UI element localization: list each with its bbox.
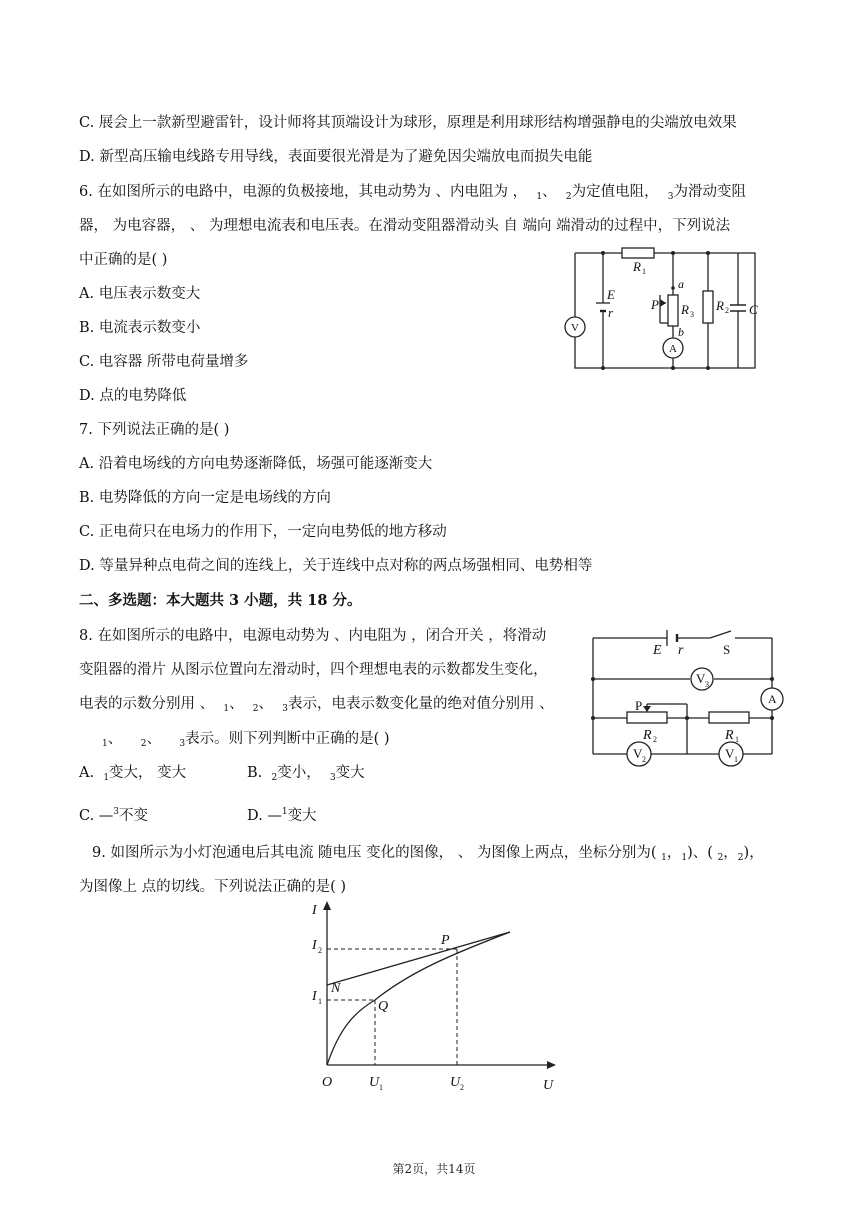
svg-text:R: R	[725, 728, 734, 743]
svg-text:a: a	[678, 277, 684, 291]
svg-text:P: P	[441, 933, 450, 948]
q6-circuit-diagram	[560, 243, 770, 378]
svg-text:3: 3	[705, 680, 709, 689]
svg-text:E: E	[653, 643, 662, 658]
svg-text:P: P	[635, 698, 643, 713]
svg-text:R: R	[681, 302, 689, 317]
svg-text:R: R	[633, 259, 641, 274]
q6-stem-line3: 中正确的是( )	[79, 252, 168, 268]
svg-text:1: 1	[379, 1083, 383, 1092]
q9-stem-line1: 9. 如图所示为小灯泡通电后其电流 随电压 变化的图像， 、 为图像上两点，坐标分别为( $_1$，$_1$)、( $_2$，$_2$)，	[92, 845, 764, 863]
svg-text:C: C	[749, 302, 758, 317]
resistor-r1	[709, 712, 749, 723]
q6-option-b: B. 电流表示数变小	[79, 320, 201, 336]
page-number-footer: 第2页，共14页	[392, 1162, 476, 1176]
q8-stem-line1: 8. 在如图所示的电路中，电源电动势为 、内电阻为 ，闭合开关 ，将滑动	[79, 628, 547, 644]
q8-option-c: C. —$^3$不变	[79, 807, 149, 824]
q7-option-c: C. 正电荷只在电场力的作用下，一定向电势低的地方移动	[79, 524, 447, 540]
q6-option-a: A. 电压表示数变大	[79, 286, 201, 302]
svg-text:I: I	[312, 903, 317, 918]
svg-text:O: O	[322, 1075, 333, 1090]
svg-text:1: 1	[734, 755, 738, 764]
svg-text:2: 2	[725, 306, 729, 315]
resistor-r1	[622, 248, 654, 258]
q7-option-b: B. 电势降低的方向一定是电场线的方向	[79, 490, 331, 506]
q8-option-d: D. —$^1$变大	[247, 807, 317, 824]
q8-option-a: A. $_1$变大， 变大	[79, 765, 187, 783]
svg-text:R: R	[643, 728, 652, 743]
q6-stem-line1: 6. 在如图所示的电路中，电源的负极接地，其电动势为 、内电阻为 ， $_1$、 $_2$为定值电阻， $_3$为滑动变阻	[79, 184, 747, 202]
svg-text:r: r	[678, 643, 684, 658]
svg-text:U: U	[543, 1078, 554, 1093]
svg-text:U: U	[369, 1075, 380, 1090]
q6-option-d: D. 点的电势降低	[79, 388, 187, 404]
q7-stem: 7. 下列说法正确的是( )	[79, 422, 230, 438]
q6-stem-line2: 器， 为电容器， 、 为理想电流表和电压表。在滑动变阻器滑动头 自 端向 端滑动的过程中，下列说法	[79, 218, 731, 234]
option-c-lightning-rod: C. 展会上一款新型避雷针，设计师将其顶端设计为球形，原理是利用球形结构增强静电的尖端放电效果	[79, 115, 737, 131]
svg-text:3: 3	[690, 310, 694, 319]
svg-text:V: V	[633, 746, 643, 761]
svg-text:N: N	[331, 981, 341, 996]
svg-text:S: S	[723, 642, 731, 657]
q6-option-c: C. 电容器 所带电荷量增多	[79, 354, 249, 370]
q8-stem-line2: 变阻器的滑片 从图示位置向左滑动时，四个理想电表的示数都发生变化，	[79, 662, 548, 678]
q7-option-d: D. 等量异种点电荷之间的连线上，关于连线中点对称的两点场强相同、电势相等	[79, 558, 593, 574]
section-heading-multiple-choice: 二、多选题：本大题共 3 小题，共 18 分。	[79, 592, 362, 609]
q8-circuit-diagram	[585, 626, 790, 774]
option-d-transmission-line: D. 新型高压输电线路专用导线，表面要很光滑是为了避免因尖端放电而损失电能	[79, 149, 593, 165]
svg-text:1: 1	[735, 735, 739, 744]
q9-iu-graph	[300, 897, 570, 1097]
svg-text:2: 2	[460, 1083, 464, 1092]
svg-text:1: 1	[642, 267, 646, 276]
svg-text:Q: Q	[378, 999, 389, 1014]
q8-option-b: B. $_2$变小， $_3$变大	[247, 765, 365, 783]
svg-text:E: E	[607, 287, 615, 302]
svg-text:V: V	[725, 746, 735, 761]
svg-text:R: R	[716, 298, 724, 313]
q7-option-a: A. 沿着电场线的方向电势逐渐降低，场强可能逐渐变大	[79, 456, 433, 472]
resistor-r2	[627, 712, 667, 723]
svg-text:I: I	[312, 938, 317, 953]
svg-text:V: V	[696, 671, 706, 686]
svg-text:2: 2	[653, 735, 657, 744]
svg-text:I: I	[312, 989, 317, 1004]
svg-text:U: U	[450, 1075, 461, 1090]
q9-stem-line2: 为图像上 点的切线。下列说法正确的是( )	[79, 879, 347, 895]
q8-stem-line3: 电表的示数分别用 、 $_1$、 $_2$、 $_3$表示，电表示数变化量的绝对值分别用 、	[79, 696, 554, 714]
svg-text:1: 1	[318, 997, 322, 1006]
svg-text:P: P	[651, 297, 659, 312]
resistor-r3	[668, 295, 678, 326]
svg-text:A: A	[768, 692, 777, 706]
svg-text:b: b	[678, 325, 684, 339]
svg-text:2: 2	[318, 946, 322, 955]
resistor-r2	[703, 291, 713, 323]
svg-text:A: A	[669, 343, 677, 355]
svg-text:r: r	[608, 305, 614, 320]
svg-text:V: V	[571, 322, 579, 334]
q8-stem-line4: $_1$、 $_2$、 $_3$表示。则下列判断中正确的是( )	[102, 731, 390, 749]
svg-text:2: 2	[642, 755, 646, 764]
